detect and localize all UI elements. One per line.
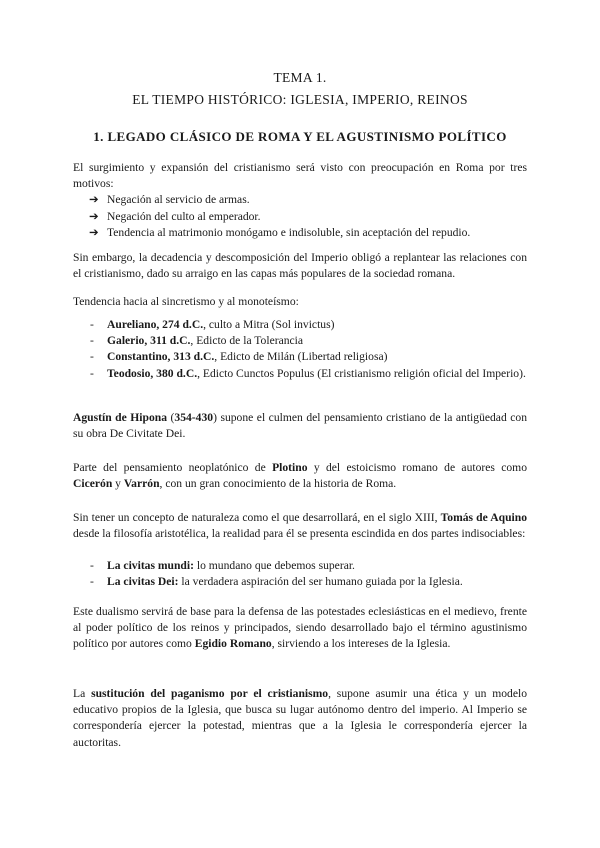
motives-list: [73, 192, 527, 241]
sincretismo-lead: Tendencia hacia al sincretismo y al monoteísmo:: [73, 295, 299, 308]
paragraph-sustitucion: La sustitución del paganismo por el cristianismo, supone asumir una ética y un modelo educativo propios de la Iglesia, que busca su lugar autónomo dentro del imperio. Al Imperio se correspondería ejercer la potestad, mientras que a la Iglesia le correspondería ejercer la auctoritas.: [73, 687, 527, 749]
arrow-icon: ➔: [89, 225, 99, 239]
list-item: - La civitas mundi: lo mundano que debemos superar.: [90, 559, 355, 572]
civitas-list: [73, 558, 527, 590]
list-item: ➔ Negación del culto al emperador.: [73, 209, 527, 225]
emperors-list: [73, 317, 527, 382]
paragraph-tomas: Sin tener un concepto de naturaleza como el que desarrollará, en el siglo XIII, Tomás de Aquino desde la filosofía aristotélica, la realidad para él se presenta escindida en dos partes indisociables:: [73, 511, 527, 541]
section-heading: 1. LEGADO CLÁSICO DE ROMA Y EL AGUSTINISMO POLÍTICO: [93, 129, 507, 144]
tema-label: TEMA 1.: [273, 70, 327, 85]
list-item: - Aureliano, 274 d.C., culto a Mitra (Sol invictus): [90, 318, 335, 331]
civitas-block: [73, 558, 527, 590]
paragraph-dualismo: Este dualismo servirá de base para la defensa de las potestades eclesiásticas en el medievo, frente al poder político de los reinos y principados, siendo desarrollado bajo el término agustinismo político por autores como Egidio Romano, sirviendo a los intereses de la Iglesia.: [73, 605, 527, 651]
arrow-icon: ➔: [89, 193, 99, 207]
list-item: - Teodosio, 380 d.C., Edicto Cunctos Populus (El cristianismo religión oficial del Imperio).: [90, 366, 526, 380]
paragraph-agustin: Agustín de Hipona (354-430) supone el culmen del pensamiento cristiano de la antigüedad con su obra De Civitate Dei.: [73, 411, 528, 441]
list-item: - La civitas Dei: la verdadera aspiración del ser humano guiada por la Iglesia.: [90, 575, 463, 589]
list-item: ➔ Negación al servicio de armas.: [73, 192, 527, 208]
paragraph-decadencia: Sin embargo, la decadencia y descomposición del Imperio obligó a replantear las relaciones con el cristianismo, dado su arraigo en las capas más populares de la sociedad romana.: [73, 251, 527, 281]
list-item: ➔ Tendencia al matrimonio monógamo e indisoluble, sin aceptación del repudio.: [73, 225, 527, 241]
list-item: - Galerio, 311 d.C., Edicto de la Tolerancia: [90, 334, 304, 348]
document-title: EL TIEMPO HISTÓRICO: IGLESIA, IMPERIO, REINOS: [132, 92, 468, 107]
paragraph-plotino: Parte del pensamiento neoplatónico de Plotino y del estoicismo romano de autores como Cicerón y Varrón, con un gran conocimiento de la historia de Roma.: [73, 461, 527, 491]
intro-block: [73, 160, 527, 241]
sincretismo-block: [73, 317, 527, 382]
list-item: - Constantino, 313 d.C., Edicto de Milán (Libertad religiosa): [90, 350, 388, 364]
arrow-icon: ➔: [89, 209, 99, 223]
intro-paragraph: El surgimiento y expansión del cristianismo será visto con preocupación en Roma por tres motivos:: [73, 161, 527, 191]
